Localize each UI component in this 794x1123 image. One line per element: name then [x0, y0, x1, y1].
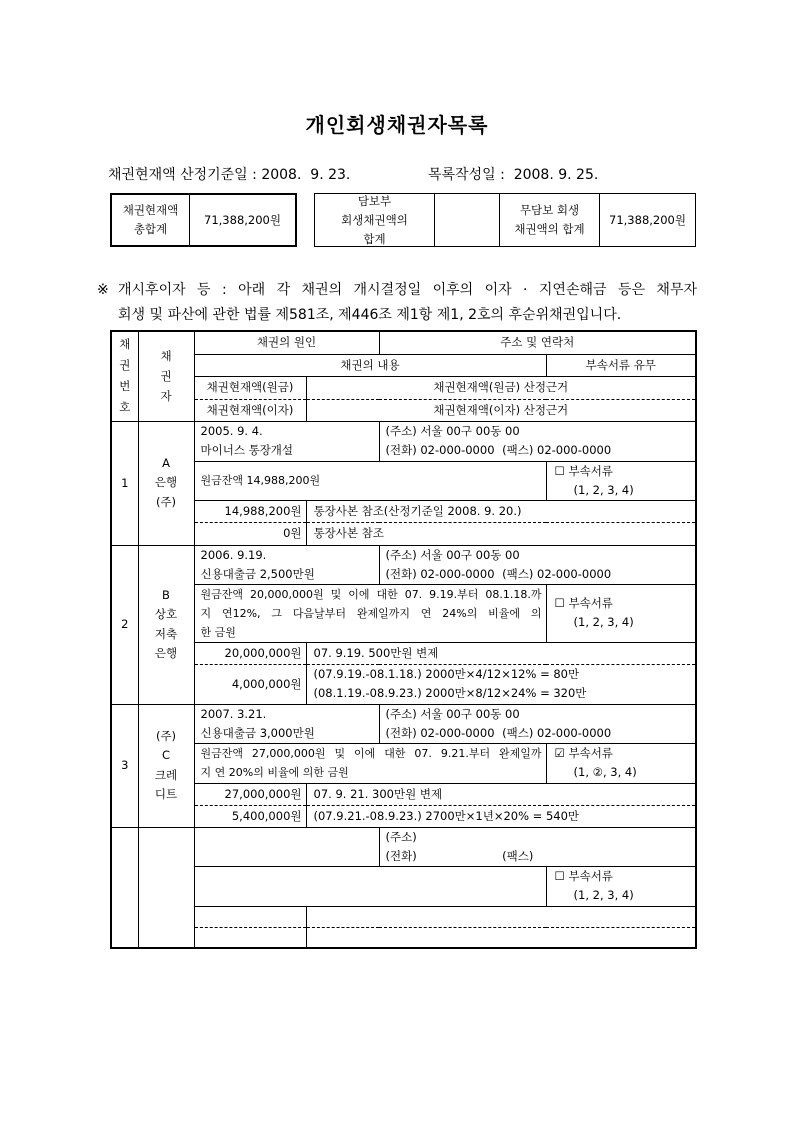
creditor-3-content	[194, 743, 546, 783]
creditor-name-line: 디트	[154, 787, 178, 801]
creditor-4-address: (주소)	[385, 829, 417, 844]
creditor-1-attachment	[546, 461, 696, 500]
attachment-items: (1, 2, 3, 4)	[573, 888, 634, 902]
creditor-3-name	[138, 704, 194, 827]
table-row	[111, 584, 696, 642]
note-line: 회생 및 파산에 관한 법률 제581조, 제446조 제1항 제1, 2호의 후순위채권입니다.	[118, 307, 622, 323]
creditor-1-address: (주소) 서울 00구 00동 00	[385, 424, 520, 438]
creditor-4-phone-fax	[386, 847, 691, 866]
creditor-2-interest: 4,000,000원	[194, 664, 306, 704]
creditor-1-phone: (전화) 02-000-0000	[385, 443, 495, 457]
creditor-2-fax: (팩스) 02-000-0000	[502, 566, 612, 581]
creditor-1-fax: (팩스) 02-000-0000	[502, 443, 612, 457]
header-row	[111, 331, 696, 354]
creditor-3-no: 3	[111, 704, 138, 827]
creditor-3-cause	[194, 704, 379, 743]
header-char: 번	[119, 379, 131, 394]
attachment-text: 부속서류	[568, 746, 613, 760]
creditor-2-cause	[194, 545, 379, 584]
attachment-label	[555, 867, 691, 886]
content-line: 지 연 20%의 비율에 의한 금원	[200, 766, 349, 779]
table-row	[111, 927, 696, 948]
header-attachment: 부속서류 유무	[546, 354, 696, 376]
creditor-3-address: (주소) 서울 00구 00동 00	[385, 706, 520, 721]
table-row	[111, 522, 696, 545]
table-row	[111, 783, 696, 805]
creditor-name-line: B	[162, 587, 170, 602]
header-content: 채권의 내용	[194, 354, 546, 376]
total-claim-value: 71,388,200원	[204, 212, 281, 227]
header-row	[111, 376, 696, 399]
unsecured-claim-label	[500, 194, 600, 246]
attachment-items: (1, 2, 3, 4)	[573, 615, 634, 629]
attachment-label	[555, 594, 691, 613]
cause-line: 2005. 9. 4.	[200, 424, 263, 438]
base-date	[108, 166, 350, 184]
cause-line: 마이너스 통장개설	[200, 443, 294, 457]
header-char: 자	[160, 389, 172, 404]
creditor-name-line: 크레	[154, 767, 178, 782]
creditor-1-no: 1	[111, 421, 138, 545]
creditor-3-attachment	[546, 743, 696, 783]
cause-line: 2006. 9.19.	[200, 547, 267, 562]
creditor-3-phone-fax	[386, 724, 691, 743]
creditor-1-content	[194, 461, 546, 500]
base-date-label: 채권현재액 산정기준일 :	[108, 167, 257, 183]
table-row	[111, 827, 696, 866]
cause-line: 신용대출금 3,000만원	[200, 725, 315, 740]
creditor-4-interest	[194, 927, 306, 948]
creditor-3-interest: 5,400,000원	[194, 805, 306, 827]
content-line: 한 금원	[200, 625, 236, 639]
creditor-4-cause	[194, 827, 379, 866]
creditor-name-line: 은행	[154, 646, 178, 660]
table-row	[111, 805, 696, 827]
creditor-1-principal-basis: 통장사본 참조(산정기준일 2008. 9. 20.)	[306, 500, 696, 522]
table-row	[111, 642, 696, 664]
basis-line: (07.9.19.-08.1.18.) 2000만×4/12×12% = 80만	[313, 667, 580, 681]
attachment-checkbox-icon: ☐	[554, 463, 565, 478]
subordinate-claim-note	[97, 278, 697, 328]
creditor-3-principal-basis: 07. 9. 21. 300만원 변제	[306, 783, 696, 805]
list-date-label: 목록작성일 :	[428, 167, 505, 183]
attachment-checkbox-icon: ☐	[554, 596, 565, 610]
creditor-4-interest-basis	[306, 927, 696, 948]
creditor-4-name	[138, 827, 194, 948]
attachment-text: 부속서류	[568, 869, 613, 883]
creditor-2-phone: (전화) 02-000-0000	[385, 566, 495, 581]
header-creditor	[138, 331, 194, 421]
creditor-3-principal: 27,000,000원	[194, 783, 306, 805]
page-title: 개인회생채권자목록	[305, 113, 489, 137]
table-row	[111, 743, 696, 783]
creditor-name-line: (주)	[155, 728, 177, 743]
creditor-4-fax: (팩스)	[502, 848, 534, 863]
header-address: 주소 및 연락처	[379, 331, 696, 354]
claim-breakdown-box	[314, 193, 696, 247]
creditor-4-content	[194, 866, 546, 906]
unsecured-claim-value: 71,388,200원	[609, 212, 686, 227]
note-body	[118, 278, 697, 328]
list-date-value: 2008. 9. 25.	[513, 167, 599, 183]
creditor-name-line: 상호	[154, 607, 178, 621]
note-mark: ※	[97, 282, 109, 298]
content-line: 원금잔액 27,000,000원 및 이에 대한 07. 9.21.부터 완제일까	[200, 747, 542, 760]
creditor-1-contact	[379, 421, 696, 461]
creditor-4-phone: (전화)	[385, 848, 417, 863]
creditor-2-phone-fax	[386, 565, 691, 584]
creditor-1-principal: 14,988,200원	[194, 500, 306, 522]
creditor-4-contact	[379, 827, 696, 866]
creditor-3-phone: (전화) 02-000-0000	[385, 725, 495, 740]
list-date	[428, 166, 598, 184]
table-row	[111, 461, 696, 500]
content-line: 원금잔액 14,988,200원	[200, 474, 321, 487]
unsecured-claim-label-line: 무담보 회생	[519, 203, 580, 217]
creditor-3-interest-basis	[306, 805, 696, 827]
secured-claim-label-line: 합계	[363, 231, 386, 246]
basis-line: (08.1.19.-08.9.23.) 2000만×8/12×24% = 320만	[313, 686, 587, 700]
creditor-1-interest: 0원	[194, 522, 306, 545]
creditor-2-address: (주소) 서울 00구 00동 00	[385, 547, 520, 562]
table-row	[111, 664, 696, 704]
creditor-name-line: 저축	[154, 626, 178, 641]
creditor-name-line: C	[161, 748, 171, 762]
header-row	[111, 399, 696, 421]
secured-claim-label-line: 회생채권액의	[341, 212, 408, 227]
creditor-name-line: 은행	[154, 475, 178, 490]
table-row	[111, 704, 696, 743]
basis-line: 통장사본 참조	[313, 526, 384, 540]
cause-line: 2007. 3.21.	[200, 706, 267, 721]
header-cause: 채권의 원인	[194, 331, 379, 354]
creditor-name-line: (주)	[155, 494, 177, 509]
header-principal-basis: 채권현재액(원금) 산정근거	[306, 376, 696, 399]
table-row	[111, 866, 696, 906]
table-row	[111, 545, 696, 584]
creditor-4-attachment	[546, 866, 696, 906]
secured-claim-label-line: 담보부	[357, 193, 392, 208]
attachment-label	[555, 744, 691, 763]
creditor-4-principal	[194, 906, 306, 927]
creditor-2-content	[194, 584, 546, 642]
attachment-items: (1, 2, 3, 4)	[573, 482, 634, 497]
creditor-name-line: A	[162, 455, 170, 470]
secured-claim-value	[435, 194, 500, 246]
header-char: 권	[119, 358, 131, 373]
total-claim-label-line: 채권현재액	[122, 203, 179, 217]
creditor-table	[110, 330, 697, 949]
creditor-2-interest-basis	[306, 664, 696, 704]
note-line: 개시후이자 등 : 아래 각 채권의 개시결정일 이후의 이자 · 지연손해금 등은 채무자	[118, 282, 697, 298]
creditor-4-principal-basis	[306, 906, 696, 927]
basis-line: (07.9.21.-08.9.23.) 2700만×1년×20% = 540만	[313, 808, 580, 823]
creditor-1-name	[138, 421, 194, 545]
attachment-items: (1, ②, 3, 4)	[573, 765, 637, 779]
header-char: 채	[160, 349, 172, 364]
unsecured-claim-label-line: 채권액의 합계	[514, 222, 585, 236]
creditor-2-no: 2	[111, 545, 138, 704]
cause-line: 신용대출금 2,500만원	[200, 566, 315, 581]
attachment-text: 부속서류	[568, 596, 613, 610]
creditor-1-phone-fax	[386, 441, 691, 460]
attachment-label	[555, 462, 691, 481]
table-row	[111, 421, 696, 461]
table-row	[111, 906, 696, 927]
creditor-1-interest-basis	[306, 522, 696, 545]
header-char: 권	[160, 369, 172, 384]
header-creditor-no	[111, 331, 138, 421]
creditor-2-contact	[379, 545, 696, 584]
creditor-4-no	[111, 827, 138, 948]
header-principal: 채권현재액(원금)	[194, 376, 306, 399]
content-line: 원금잔액 20,000,000원 및 이에 대한 07. 9.19.부터 08.1.18.까	[200, 587, 542, 601]
header-row	[111, 354, 696, 376]
creditor-1-cause	[194, 421, 379, 461]
header-char: 호	[119, 400, 131, 415]
secured-claim-label	[315, 194, 435, 246]
table-row	[111, 500, 696, 522]
attachment-text: 부속서류	[568, 463, 613, 478]
content-line: 지 연12%, 그 다음날부터 완제일까지 연 24%의 비율에 의	[200, 606, 542, 620]
creditor-2-principal: 20,000,000원	[194, 642, 306, 664]
base-date-value: 2008. 9. 23.	[261, 167, 351, 183]
total-claim-box	[110, 193, 297, 247]
header-interest: 채권현재액(이자)	[194, 399, 306, 421]
attachment-checkbox-icon: ☐	[554, 869, 565, 883]
creditor-3-contact	[379, 704, 696, 743]
header-interest-basis: 채권현재액(이자) 산정근거	[306, 399, 696, 421]
creditor-2-attachment	[546, 584, 696, 642]
total-claim-label-line: 총합계	[133, 222, 168, 236]
header-char: 채	[119, 337, 131, 352]
total-claim-label	[112, 195, 190, 245]
creditor-2-name	[138, 545, 194, 704]
creditor-3-fax: (팩스) 02-000-0000	[502, 725, 612, 740]
attachment-checkbox-icon: ☑	[554, 746, 565, 760]
creditor-2-principal-basis: 07. 9.19. 500만원 변제	[306, 642, 696, 664]
